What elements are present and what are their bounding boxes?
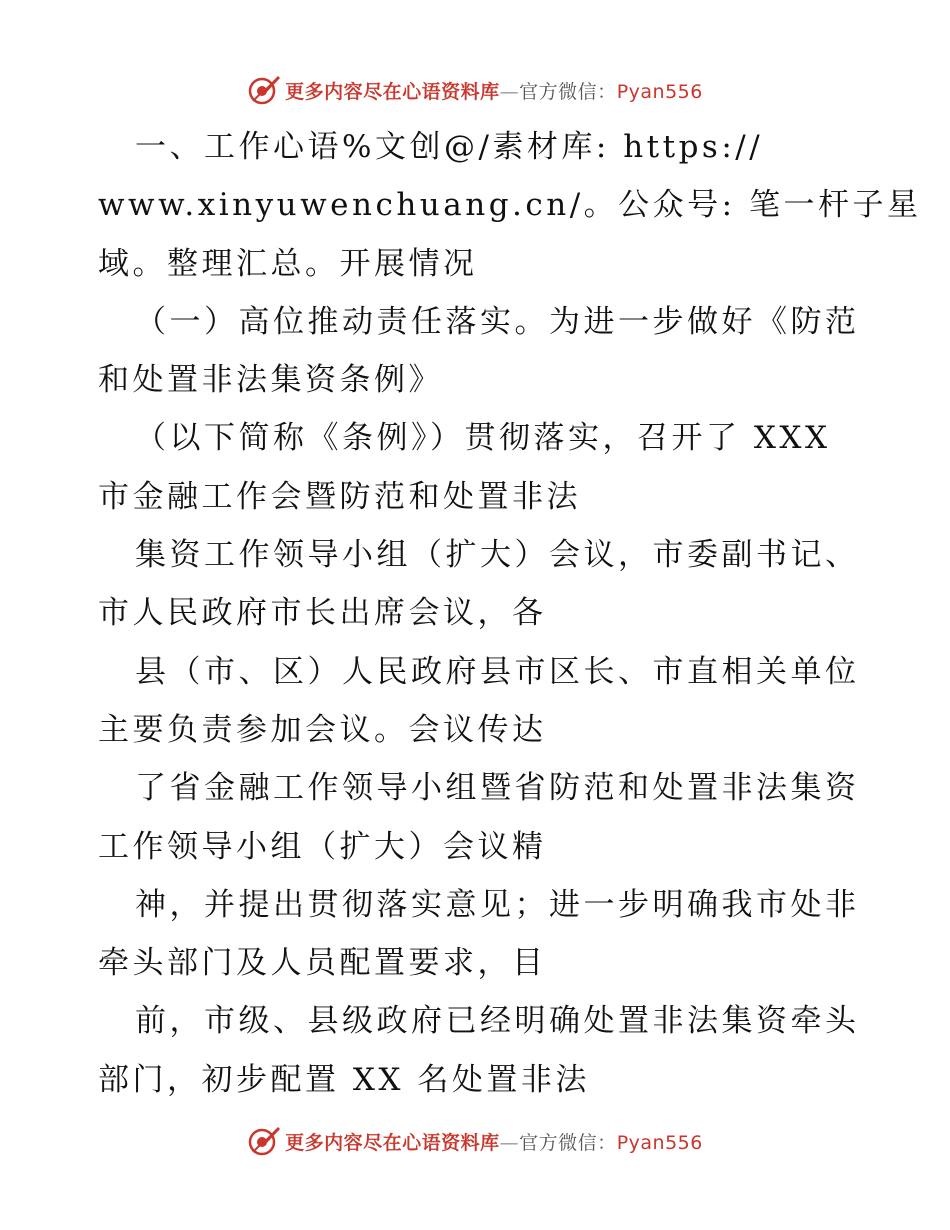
text-line: 前，市级、县级政府已经明确处置非法集资牵头 [135,1003,860,1040]
watermark-brand: 更多内容尽在心语资料库 [285,1131,500,1154]
footer-watermark [0,1123,950,1159]
text-line: www.xinyuwenchuang.cn/。公众号: 笔一杆子星 [98,187,922,224]
text-line: 集资工作领导小组（扩大）会议，市委副书记、 [135,537,860,574]
text-line: （以下简称《条例》）贯彻落实，召开了 XXX [135,420,831,457]
text-line: 工作领导小组（扩大）会议精 [98,828,547,865]
watermark-separator: — [499,80,520,103]
text-line: 县（市、区）人民政府县市区长、市直相关单位 [135,653,860,690]
watermark-wechat-id: Pyan556 [616,1131,703,1154]
text-line: 一、工作心语%文创@/素材库: https:// [135,129,764,165]
text-line: 市金融工作会暨防范和处置非法 [98,478,581,515]
text-line: 主要负责参加会议。会议传达 [98,711,547,748]
quill-logo-icon [247,73,281,107]
text-line: 域。整理汇总。开展情况 [98,245,478,282]
text-line: （一）高位推动责任落实。为进一步做好《防范 [135,303,860,340]
watermark-label: 官方微信： [519,80,617,103]
header-watermark [0,72,950,108]
watermark-separator: — [499,1131,520,1154]
text-line: 了省金融工作领导小组暨省防范和处置非法集资 [135,770,860,807]
text-line: 牵头部门及人员配置要求，目 [98,945,547,982]
text-line: 和处置非法集资条例》 [98,362,443,399]
watermark-brand: 更多内容尽在心语资料库 [285,80,500,103]
text-line: 市人民政府市长出席会议，各 [98,595,547,632]
text-line: 神，并提出贯彻落实意见；进一步明确我市处非 [135,886,860,923]
watermark-label: 官方微信： [519,1131,617,1154]
text-line: 部门，初步配置 XX 名处置非法 [98,1061,590,1098]
watermark-wechat-id: Pyan556 [616,80,703,103]
document-body [98,118,922,1109]
quill-logo-icon [247,1124,281,1158]
